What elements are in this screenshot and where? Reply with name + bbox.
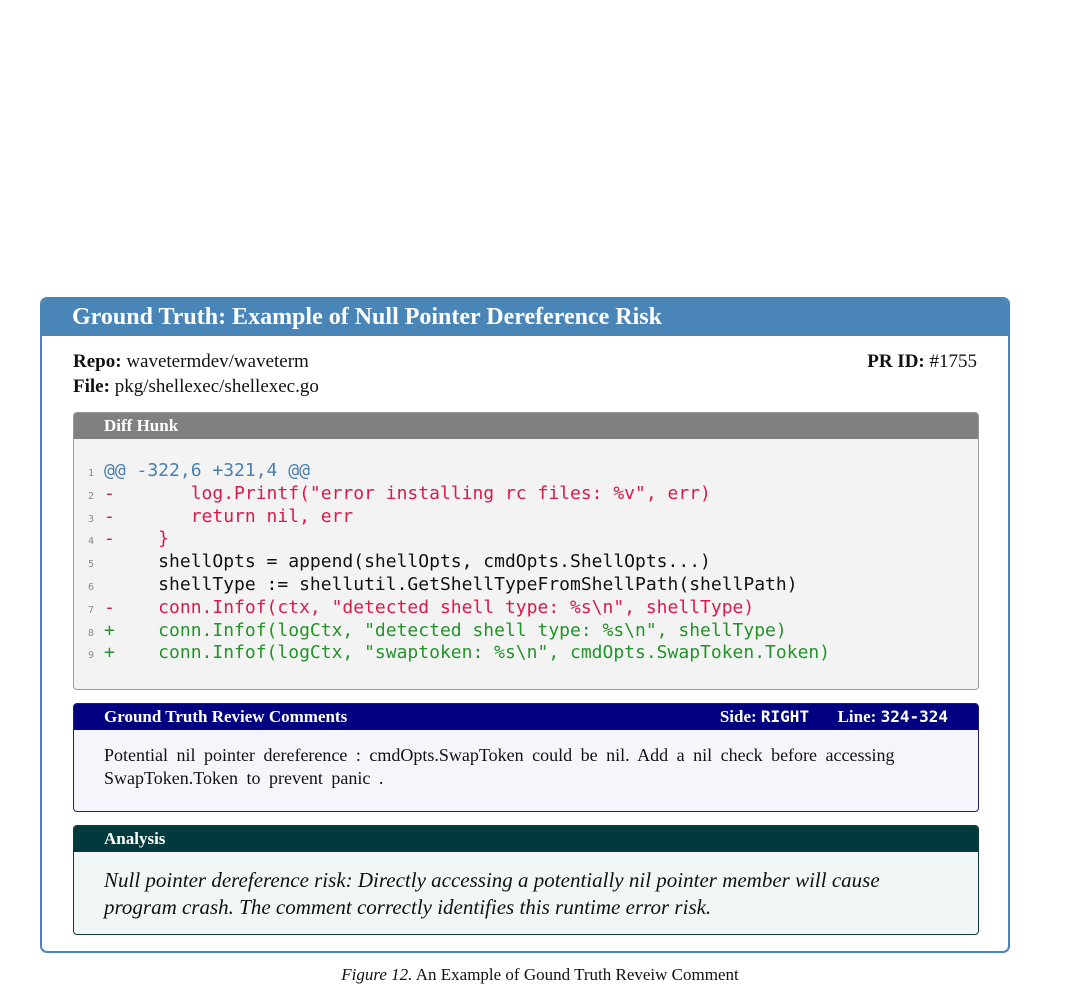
diff-line-number: 8 (88, 627, 95, 639)
diff-line (88, 506, 978, 529)
diff-hunk-title: Diff Hunk (74, 413, 978, 439)
review-comments-title: Ground Truth Review Comments (104, 707, 348, 726)
review-comment-text: Potential nil pointer dereference : cmdOpts.SwapToken could be nil. Add a nil check before accessing SwapToken.Token to prevent panic . (104, 745, 895, 788)
side-value: RIGHT (760, 707, 810, 726)
figure-caption (0, 964, 1080, 986)
analysis-text: Null pointer dereference risk: Directly accessing a potentially nil pointer member will cause program crash. The comment correctly identifies this runtime error risk. (104, 868, 880, 919)
file-label: File: (73, 376, 110, 397)
line-label: Line: (837, 707, 877, 726)
card-title: Ground Truth: Example of Null Pointer Dereference Risk (42, 299, 1008, 336)
diff-line-code: + conn.Infof(logCtx, "swaptoken: %s\n", cmdOpts.SwapToken.Token) (104, 642, 831, 664)
diff-line (88, 620, 978, 643)
diff-line-number: 1 (88, 468, 95, 479)
diff-line-code: @@ -322,6 +321,4 @@ (104, 460, 310, 481)
repo-label: Repo: (73, 351, 122, 372)
diff-line-code: - } (104, 528, 170, 550)
diff-hunk-code (74, 439, 978, 665)
diff-line-code: - log.Printf("error installing rc files: %v", err) (104, 482, 711, 504)
pr-id-value: #1755 (929, 351, 977, 372)
repo-line (73, 350, 309, 374)
diff-line-code: - return nil, err (104, 505, 354, 527)
figure-label: Figure 12. (341, 965, 413, 984)
diff-line (88, 574, 978, 597)
diff-line (88, 528, 978, 551)
file-value: pkg/shellexec/shellexec.go (114, 376, 319, 397)
diff-line-number: 4 (88, 536, 95, 548)
ground-truth-card (40, 297, 1010, 953)
review-comments-header (74, 704, 978, 730)
diff-line-code: + conn.Infof(logCtx, "detected shell type: %s\n", shellType) (104, 619, 787, 641)
diff-line (88, 551, 978, 574)
diff-line-code: shellType := shellutil.GetShellTypeFromShellPath(shellPath) (104, 573, 798, 595)
analysis-title: Analysis (74, 826, 978, 852)
analysis-panel (73, 825, 979, 935)
diff-line (88, 642, 978, 665)
line-value: 324-324 (880, 707, 948, 726)
review-comments-panel (73, 703, 979, 812)
figure-caption-text: An Example of Gound Truth Reveiw Comment (412, 965, 739, 984)
diff-line (88, 483, 978, 506)
diff-line-number: 3 (88, 513, 95, 525)
review-location (720, 704, 948, 730)
pr-id-line (867, 350, 977, 374)
side-label: Side: (719, 707, 757, 726)
repo-value: wavetermdev/waveterm (126, 351, 309, 372)
diff-line (88, 597, 978, 620)
diff-line-number: 7 (88, 604, 95, 616)
diff-line-code: shellOpts = append(shellOpts, cmdOpts.ShellOpts...) (104, 551, 711, 573)
file-line (73, 375, 319, 399)
diff-line-number: 5 (88, 559, 95, 571)
diff-line-code: - conn.Infof(ctx, "detected shell type: %s\n", shellType) (104, 596, 755, 618)
diff-line-number: 9 (88, 650, 95, 662)
diff-line (88, 460, 978, 483)
diff-hunk-panel (73, 412, 979, 690)
diff-line-number: 2 (88, 490, 95, 502)
diff-line-number: 6 (88, 581, 95, 593)
pr-id-label: PR ID: (867, 351, 925, 372)
